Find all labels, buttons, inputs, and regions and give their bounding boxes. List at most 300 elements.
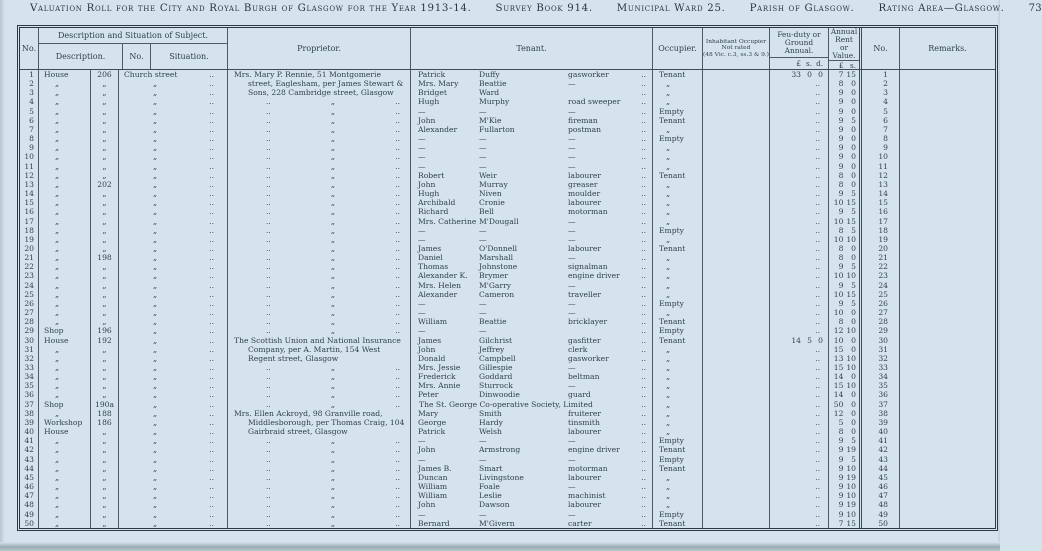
cell-description: „ — [39, 125, 91, 134]
cell-inhabitant-occupier — [703, 262, 770, 271]
proprietor-dots-right: .. — [395, 234, 400, 244]
proprietor-dots-left: .. — [266, 500, 271, 510]
situation-dots: .. — [209, 289, 214, 299]
proprietor-dots-right: .. — [395, 134, 400, 144]
rent-shillings: 10 — [846, 482, 856, 492]
cell-occupier: „ — [653, 354, 703, 363]
cell-street-no: „ — [91, 372, 119, 381]
cell-occupier: Empty — [653, 455, 703, 464]
cell-no-right: 46 — [862, 482, 900, 491]
feu-unit-pence: d. — [816, 59, 823, 68]
cell-annual-rent — [829, 299, 862, 308]
cell-tenant-first-name: John — [418, 179, 436, 189]
cell-tenant-occupation: clerk — [568, 344, 588, 354]
cell-tenant-first-name: Patrick — [418, 427, 446, 437]
cell-tenant-surname: Duffy — [479, 70, 500, 79]
rent-shillings: 10 — [846, 271, 856, 281]
cell-occupier: „ — [653, 409, 703, 418]
rent-pounds: 9 — [838, 207, 844, 217]
cell-tenant-dots: .. — [626, 171, 653, 180]
rent-shillings: 10 — [846, 234, 856, 244]
rent-pounds: 12 — [833, 408, 844, 418]
cell-tenant-first-name: John — [418, 115, 436, 125]
cell-annual-rent — [829, 519, 862, 528]
cell-no-right: 49 — [862, 510, 900, 519]
cell-remarks — [900, 88, 995, 97]
cell-tenant-occupation: labourer — [568, 198, 602, 208]
cell-occupier: „ — [653, 381, 703, 390]
header-occupier: Occupier. — [653, 28, 703, 69]
cell-tenant-dots: .. — [626, 290, 653, 299]
cell-proprietor — [228, 97, 411, 106]
proprietor-dots-left: .. — [266, 372, 271, 382]
cell-annual-rent — [829, 290, 862, 299]
proprietor-dots-right: .. — [395, 317, 400, 327]
rent-shillings: 0 — [851, 427, 856, 437]
cell-tenant-first-name: Mrs. Jessie — [418, 363, 461, 372]
proprietor-dots-left: .. — [266, 518, 271, 528]
cell-situation — [119, 345, 228, 354]
cell-occupier: „ — [653, 363, 703, 372]
cell-annual-rent — [829, 134, 862, 143]
cell-no-right: 23 — [862, 271, 900, 280]
situation-dots: .. — [209, 243, 214, 253]
cell-remarks — [900, 189, 995, 198]
cell-tenant-surname: Beattie — [479, 317, 507, 327]
cell-street-no: „ — [91, 510, 119, 519]
cell-tenant-dots: .. — [626, 262, 653, 271]
cell-tenant-surname: — — [479, 308, 487, 318]
proprietor-ditto: „ — [330, 463, 336, 473]
cell-tenant-dots: .. — [626, 418, 653, 427]
proprietor-dots-right: .. — [395, 179, 400, 189]
cell-no-left: 49 — [20, 510, 39, 519]
rent-shillings: 5 — [851, 280, 856, 290]
situation-text: „ — [153, 344, 158, 354]
cell-remarks — [900, 217, 995, 226]
cell-inhabitant-occupier — [703, 217, 770, 226]
cell-annual-rent — [829, 390, 862, 399]
rent-pounds: 50 — [833, 399, 844, 409]
header-no-left: No. — [20, 28, 39, 69]
situation-text: „ — [153, 79, 158, 89]
cell-annual-rent — [829, 308, 862, 317]
cell-occupier: Tenant — [653, 464, 703, 473]
cell-street-no: 186 — [91, 418, 119, 427]
proprietor-dots-left: .. — [266, 198, 271, 208]
situation-text: „ — [153, 243, 158, 253]
proprietor-ditto: „ — [330, 298, 336, 308]
cell-street-no: „ — [91, 482, 119, 491]
cell-inhabitant-occupier — [703, 482, 770, 491]
proprietor-ditto: „ — [330, 372, 336, 382]
situation-dots: .. — [209, 152, 214, 162]
cell-description: „ — [39, 253, 91, 262]
cell-feu-duty: .. — [770, 107, 829, 116]
situation-text: „ — [153, 234, 158, 244]
cell-inhabitant-occupier — [703, 308, 770, 317]
situation-dots: .. — [209, 88, 214, 98]
cell-tenant-surname: Armstrong — [479, 445, 521, 455]
cell-occupier: Tenant — [653, 317, 703, 326]
proprietor-dots-right: .. — [395, 326, 400, 336]
cell-no-left: 35 — [20, 381, 39, 390]
proprietor-dots-right: .. — [395, 243, 400, 253]
cell-tenant-dots: .. — [626, 491, 653, 500]
cell-proprietor — [228, 436, 411, 445]
cell-street-no: „ — [91, 152, 119, 161]
cell-no-right: 41 — [862, 436, 900, 445]
cell-tenant-surname: — — [479, 298, 487, 308]
proprietor-ditto: „ — [330, 399, 336, 409]
situation-dots: .. — [209, 106, 214, 116]
feu-duty-part: 0 — [807, 70, 812, 79]
header-inhabitant-line2: Not rated — [721, 45, 751, 52]
cell-tenant-dots: .. — [626, 372, 653, 381]
cell-situation — [119, 436, 228, 445]
cell-feu-duty: .. — [770, 198, 829, 207]
proprietor-dots-right: .. — [395, 289, 400, 299]
cell-remarks — [900, 381, 995, 390]
cell-remarks — [900, 418, 995, 427]
cell-no-right: 35 — [862, 381, 900, 390]
situation-dots: .. — [209, 115, 214, 125]
cell-feu-duty: .. — [770, 436, 829, 445]
cell-no-left: 2 — [20, 79, 39, 88]
situation-dots: .. — [209, 134, 214, 144]
cell-tenant-occupation: signalman — [568, 262, 608, 272]
cell-tenant-first-name: Mrs. Catherine — [418, 216, 477, 226]
cell-no-right: 27 — [862, 308, 900, 317]
cell-annual-rent — [829, 345, 862, 354]
cell-feu-duty — [770, 336, 829, 345]
rent-shillings: 15 — [846, 198, 856, 208]
cell-street-no: „ — [91, 491, 119, 500]
cell-situation — [119, 207, 228, 216]
cell-feu-duty: .. — [770, 317, 829, 326]
cell-annual-rent — [829, 409, 862, 418]
cell-occupier: „ — [653, 473, 703, 482]
cell-tenant-surname: — — [479, 161, 487, 171]
cell-tenant-first-name: Richard — [418, 207, 449, 217]
cell-feu-duty: .. — [770, 354, 829, 363]
cell-street-no: „ — [91, 271, 119, 280]
situation-dots: .. — [209, 363, 214, 372]
situation-dots: .. — [209, 216, 214, 226]
proprietor-dots-right: .. — [395, 207, 400, 217]
situation-text: „ — [153, 482, 158, 492]
cell-tenant-first-name: John — [418, 445, 436, 455]
cell-tenant-surname: — — [479, 152, 487, 162]
cell-no-right: 12 — [862, 171, 900, 180]
cell-description: „ — [39, 390, 91, 399]
cell-proprietor — [228, 180, 411, 189]
cell-tenant-surname: O'Donnell — [479, 243, 518, 253]
proprietor-ditto: „ — [330, 491, 336, 501]
header-no-right: No. — [862, 28, 900, 69]
table-row — [20, 491, 995, 500]
cell-street-no: 202 — [91, 180, 119, 189]
situation-dots: .. — [209, 445, 214, 455]
cell-street-no: „ — [91, 189, 119, 198]
cell-no-left: 45 — [20, 473, 39, 482]
proprietor-dots-left: .. — [266, 390, 271, 400]
rent-shillings: 0 — [851, 408, 856, 418]
feu-unit-shillings: s. — [806, 59, 812, 68]
table-row — [20, 253, 995, 262]
header-remarks: Remarks. — [928, 44, 967, 53]
cell-no-right: 30 — [862, 336, 900, 345]
cell-remarks — [900, 207, 995, 216]
cell-description: „ — [39, 464, 91, 473]
cell-situation — [119, 381, 228, 390]
cell-annual-rent — [829, 189, 862, 198]
proprietor-dots-right: .. — [395, 253, 400, 263]
cell-description: „ — [39, 171, 91, 180]
cell-tenant-occupation: — — [568, 216, 576, 226]
cell-situation — [119, 372, 228, 381]
cell-no-right: 45 — [862, 473, 900, 482]
cell-tenant-surname: Dawson — [479, 500, 510, 510]
cell-tenant-occupation: traveller — [568, 289, 601, 299]
proprietor-ditto: „ — [330, 243, 336, 253]
cell-occupier: „ — [653, 207, 703, 216]
cell-tenant-surname: — — [479, 454, 487, 464]
rent-shillings: 10 — [846, 381, 856, 391]
situation-dots: .. — [209, 381, 214, 391]
cell-occupier: „ — [653, 281, 703, 290]
situation-dots: .. — [209, 79, 214, 89]
proprietor-dots-right: .. — [395, 491, 400, 501]
situation-dots: .. — [209, 518, 214, 528]
cell-annual-rent — [829, 271, 862, 280]
cell-tenant-dots: .. — [626, 217, 653, 226]
cell-remarks — [900, 171, 995, 180]
table-row — [20, 436, 995, 445]
header-situation: Situation. — [169, 52, 209, 61]
cell-no-left: 34 — [20, 372, 39, 381]
cell-no-left: 1 — [20, 70, 39, 79]
feu-duty-part: 0 — [818, 70, 823, 79]
proprietor-ditto: „ — [330, 124, 336, 134]
cell-remarks — [900, 116, 995, 125]
cell-description: „ — [39, 500, 91, 509]
cell-tenant-occupation: engine driver — [568, 445, 620, 455]
cell-feu-duty: .. — [770, 207, 829, 216]
feu-duty-part: 5 — [807, 335, 812, 345]
rent-pounds: 7 — [838, 518, 844, 528]
cell-street-no: 206 — [91, 70, 119, 79]
proprietor-dots-left: .. — [266, 381, 271, 391]
situation-dots: .. — [209, 225, 214, 235]
cell-inhabitant-occupier — [703, 326, 770, 335]
cell-annual-rent — [829, 125, 862, 134]
cell-description: „ — [39, 409, 91, 418]
cell-situation — [119, 299, 228, 308]
cell-proprietor — [228, 226, 411, 235]
proprietor-dots-right: .. — [395, 225, 400, 235]
cell-situation — [119, 400, 228, 409]
cell-tenant-dots: .. — [626, 207, 653, 216]
rent-shillings: 10 — [846, 463, 856, 473]
cell-tenant-occupation: fireman — [568, 115, 598, 125]
header-feu-duty-label: Feu-duty or Ground Annual. — [777, 29, 821, 55]
cell-tenant-first-name: Alexander K. — [418, 271, 468, 281]
cell-street-no: „ — [91, 88, 119, 97]
rent-pounds: 9 — [838, 97, 844, 107]
cell-proprietor — [228, 217, 411, 226]
proprietor-ditto: „ — [330, 363, 336, 372]
cell-feu-duty: .. — [770, 290, 829, 299]
proprietor-ditto: „ — [330, 280, 336, 290]
rent-shillings: 5 — [851, 262, 856, 272]
proprietor-dots-left: .. — [266, 234, 271, 244]
proprietor-dots-left: .. — [266, 243, 271, 253]
cell-inhabitant-occupier — [703, 363, 770, 372]
table-row — [20, 308, 995, 317]
rent-pounds: 10 — [833, 289, 844, 299]
proprietor-dots-right: .. — [395, 298, 400, 308]
table-row — [20, 473, 995, 482]
cell-occupier: „ — [653, 345, 703, 354]
cell-situation — [119, 326, 228, 335]
rent-shillings: 0 — [851, 179, 856, 189]
cell-inhabitant-occupier — [703, 290, 770, 299]
situation-dots: .. — [209, 427, 214, 437]
cell-situation — [119, 308, 228, 317]
cell-remarks — [900, 510, 995, 519]
cell-street-no: 196 — [91, 326, 119, 335]
cell-description: „ — [39, 152, 91, 161]
cell-tenant-first-name: Thomas — [418, 262, 449, 272]
situation-text: „ — [153, 198, 158, 208]
cell-description: „ — [39, 281, 91, 290]
situation-text: „ — [153, 271, 158, 281]
cell-description: „ — [39, 244, 91, 253]
cell-tenant-dots: .. — [626, 381, 653, 390]
cell-tenant-surname: Sturrock — [479, 381, 513, 391]
header-feu-duty — [770, 28, 829, 69]
cell-no-right: 8 — [862, 134, 900, 143]
table-row — [20, 171, 995, 180]
cell-proprietor — [228, 473, 411, 482]
cell-annual-rent — [829, 207, 862, 216]
cell-remarks — [900, 125, 995, 134]
rent-shillings: 5 — [851, 454, 856, 464]
proprietor-dots-left: .. — [266, 216, 271, 226]
cell-no-right: 11 — [862, 162, 900, 171]
cell-remarks — [900, 281, 995, 290]
cell-tenant-occupation: gasfitter — [568, 335, 601, 345]
cell-tenant-first-name: Mary — [418, 408, 439, 418]
cell-annual-rent — [829, 445, 862, 454]
table-row — [20, 400, 995, 409]
proprietor-ditto: „ — [330, 289, 336, 299]
situation-text: „ — [153, 97, 158, 107]
cell-tenant-first-name: John — [418, 500, 436, 510]
cell-proprietor — [228, 409, 411, 418]
cell-no-left: 16 — [20, 207, 39, 216]
cell-remarks — [900, 143, 995, 152]
cell-tenant-first-name: Hugh — [418, 189, 440, 199]
cell-feu-duty: .. — [770, 97, 829, 106]
situation-text: Church street — [124, 70, 178, 79]
cell-annual-rent — [829, 372, 862, 381]
cell-no-right: 2 — [862, 79, 900, 88]
proprietor-ditto: „ — [330, 189, 336, 199]
cell-feu-duty: .. — [770, 299, 829, 308]
cell-description: „ — [39, 482, 91, 491]
cell-tenant-first-name: — — [418, 454, 426, 464]
cell-street-no: „ — [91, 143, 119, 152]
situation-text: „ — [153, 381, 158, 391]
cell-tenant-occupation: — — [568, 482, 576, 492]
cell-annual-rent — [829, 473, 862, 482]
cell-inhabitant-occupier — [703, 281, 770, 290]
cell-tenant-occupation: — — [568, 436, 576, 446]
cell-proprietor — [228, 290, 411, 299]
cell-occupier: „ — [653, 180, 703, 189]
cell-feu-duty: .. — [770, 171, 829, 180]
cell-remarks — [900, 152, 995, 161]
cell-situation — [119, 336, 228, 345]
page-edge-right — [997, 0, 1000, 551]
cell-situation — [119, 390, 228, 399]
proprietor-dots-right: .. — [395, 189, 400, 199]
cell-tenant-dots: .. — [626, 308, 653, 317]
proprietor-dots-right: .. — [395, 143, 400, 153]
cell-no-left: 43 — [20, 455, 39, 464]
proprietor-dots-left: .. — [266, 280, 271, 290]
cell-remarks — [900, 400, 995, 409]
cell-street-no: „ — [91, 436, 119, 445]
cell-description: „ — [39, 491, 91, 500]
cell-feu-duty: .. — [770, 326, 829, 335]
cell-situation — [119, 217, 228, 226]
cell-inhabitant-occupier — [703, 464, 770, 473]
cell-tenant-dots: .. — [626, 363, 653, 372]
rent-shillings: 0 — [851, 243, 856, 253]
situation-text: „ — [153, 427, 158, 437]
cell-street-no: „ — [91, 207, 119, 216]
proprietor-dots-left: .. — [266, 271, 271, 281]
cell-situation — [119, 116, 228, 125]
cell-tenant-dots: .. — [626, 482, 653, 491]
cell-proprietor — [228, 171, 411, 180]
title-rating-area: Rating Area—Glasgow. — [878, 3, 1005, 14]
cell-tenant-dots: .. — [626, 336, 653, 345]
rent-shillings: 0 — [851, 152, 856, 162]
cell-proprietor — [228, 317, 411, 326]
cell-no-right: 6 — [862, 116, 900, 125]
cell-feu-duty: .. — [770, 189, 829, 198]
cell-occupier: „ — [653, 217, 703, 226]
cell-occupier: „ — [653, 400, 703, 409]
cell-annual-rent — [829, 326, 862, 335]
cell-annual-rent — [829, 418, 862, 427]
cell-remarks — [900, 180, 995, 189]
cell-tenant-occupation: labourer — [568, 472, 602, 482]
proprietor-ditto: „ — [330, 170, 336, 180]
cell-tenant-occupation: tinsmith — [568, 417, 600, 427]
cell-street-no: „ — [91, 217, 119, 226]
proprietor-dots-left: .. — [266, 472, 271, 482]
cell-tenant-surname: Weir — [479, 170, 497, 180]
header-group-label: Description and Situation of Subject. — [39, 28, 227, 44]
situation-dots: .. — [209, 189, 214, 199]
cell-tenant-first-name: Donald — [418, 353, 446, 363]
rent-pounds: 9 — [838, 152, 844, 162]
